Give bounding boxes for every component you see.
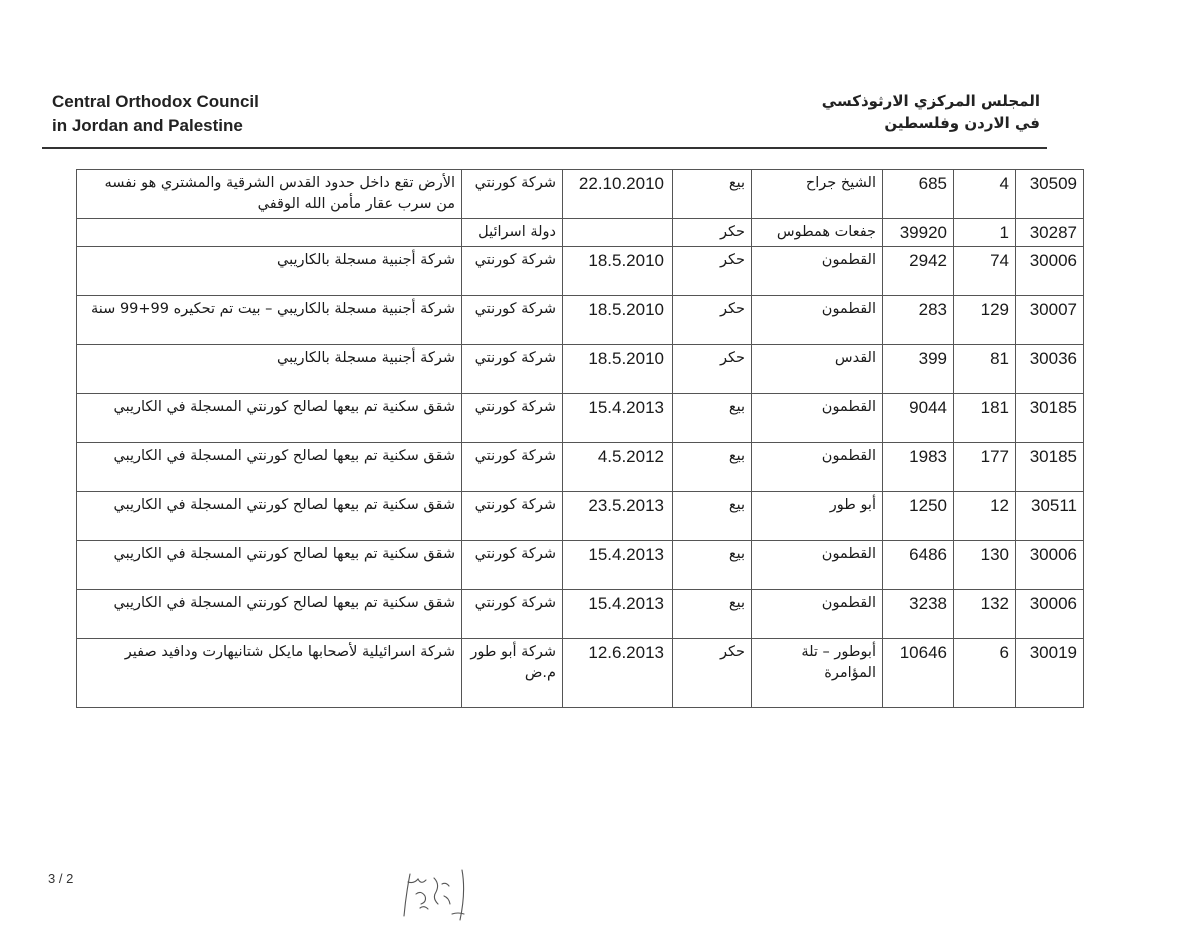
table-row	[77, 345, 1084, 394]
table-row	[77, 296, 1084, 345]
location-cell: الشيخ جراح	[752, 170, 883, 219]
block-cell: 12	[954, 492, 1016, 541]
table-row	[77, 247, 1084, 296]
location-cell: القطمون	[752, 541, 883, 590]
location-cell: القطمون	[752, 394, 883, 443]
block-cell: 1	[954, 219, 1016, 247]
buyer-cell: شركة كورنتي	[462, 170, 563, 219]
record-id-cell: 30036	[1016, 345, 1084, 394]
date-cell: 4.5.2012	[563, 443, 673, 492]
parcel-cell: 685	[883, 170, 954, 219]
record-id-cell: 30509	[1016, 170, 1084, 219]
notes-cell: شقق سكنية تم بيعها لصالح كورنتي المسجلة في الكاريبي	[77, 443, 462, 492]
block-cell: 132	[954, 590, 1016, 639]
buyer-cell: شركة كورنتي	[462, 492, 563, 541]
location-cell: القطمون	[752, 443, 883, 492]
org-name-en-line1: Central Orthodox Council	[52, 92, 259, 111]
table-row	[77, 394, 1084, 443]
block-cell: 81	[954, 345, 1016, 394]
record-id-cell: 30287	[1016, 219, 1084, 247]
buyer-cell: دولة اسرائيل	[462, 219, 563, 247]
org-name-ar-line2: في الاردن وفلسطين	[884, 114, 1040, 132]
date-cell: 23.5.2013	[563, 492, 673, 541]
org-name-en-line2: in Jordan and Palestine	[52, 116, 243, 135]
parcel-cell: 1250	[883, 492, 954, 541]
notes-cell	[77, 219, 462, 247]
transaction-type-cell: بيع	[673, 541, 752, 590]
notes-cell: شركة أجنبية مسجلة بالكاريبي	[77, 345, 462, 394]
date-cell: 15.4.2013	[563, 394, 673, 443]
record-id-cell: 30006	[1016, 247, 1084, 296]
notes-cell: الأرض تقع داخل حدود القدس الشرقية والمشتري هو نفسه من سرب عقار مأمن الله الوقفي	[77, 170, 462, 219]
buyer-cell: شركة كورنتي	[462, 541, 563, 590]
transaction-type-cell: حكر	[673, 247, 752, 296]
parcel-cell: 10646	[883, 639, 954, 708]
date-cell: 18.5.2010	[563, 247, 673, 296]
transaction-type-cell: حكر	[673, 296, 752, 345]
record-id-cell: 30007	[1016, 296, 1084, 345]
table-row	[77, 170, 1084, 219]
org-name-english	[52, 90, 259, 138]
parcel-cell: 283	[883, 296, 954, 345]
header-divider	[42, 147, 1047, 149]
record-id-cell: 30511	[1016, 492, 1084, 541]
parcel-cell: 9044	[883, 394, 954, 443]
block-cell: 4	[954, 170, 1016, 219]
record-id-cell: 30006	[1016, 590, 1084, 639]
date-cell: 22.10.2010	[563, 170, 673, 219]
page-number: 3 / 2	[48, 871, 74, 886]
buyer-cell: شركة كورنتي	[462, 590, 563, 639]
transaction-type-cell: حكر	[673, 345, 752, 394]
notes-cell: شقق سكنية تم بيعها لصالح كورنتي المسجلة في الكاريبي	[77, 541, 462, 590]
parcel-cell: 399	[883, 345, 954, 394]
location-cell: أبو طور	[752, 492, 883, 541]
parcel-cell: 1983	[883, 443, 954, 492]
org-name-ar-line1: المجلس المركزي الارثوذكسي	[821, 92, 1040, 110]
record-id-cell: 30185	[1016, 443, 1084, 492]
table-row	[77, 590, 1084, 639]
date-cell: 18.5.2010	[563, 296, 673, 345]
table-row	[77, 541, 1084, 590]
block-cell: 130	[954, 541, 1016, 590]
table-row	[77, 492, 1084, 541]
parcel-cell: 2942	[883, 247, 954, 296]
block-cell: 177	[954, 443, 1016, 492]
date-cell: 15.4.2013	[563, 541, 673, 590]
records-table	[76, 169, 1084, 708]
date-cell: 15.4.2013	[563, 590, 673, 639]
parcel-cell: 3238	[883, 590, 954, 639]
transaction-type-cell: بيع	[673, 492, 752, 541]
record-id-cell: 30019	[1016, 639, 1084, 708]
transaction-type-cell: بيع	[673, 443, 752, 492]
notes-cell: شركة اسرائيلية لأصحابها مايكل شتانيهارت ودافيد صفير	[77, 639, 462, 708]
buyer-cell: شركة كورنتي	[462, 443, 563, 492]
transaction-type-cell: حكر	[673, 219, 752, 247]
buyer-cell: شركة كورنتي	[462, 345, 563, 394]
block-cell: 6	[954, 639, 1016, 708]
notes-cell: شقق سكنية تم بيعها لصالح كورنتي المسجلة في الكاريبي	[77, 590, 462, 639]
notes-cell: شركة أجنبية مسجلة بالكاريبي – بيت تم تحكيره 99+99 سنة	[77, 296, 462, 345]
buyer-cell: شركة أبو طور م.ض	[462, 639, 563, 708]
date-cell: 12.6.2013	[563, 639, 673, 708]
parcel-cell: 6486	[883, 541, 954, 590]
block-cell: 74	[954, 247, 1016, 296]
block-cell: 129	[954, 296, 1016, 345]
date-cell: 18.5.2010	[563, 345, 673, 394]
notes-cell: شركة أجنبية مسجلة بالكاريبي	[77, 247, 462, 296]
table-row	[77, 639, 1084, 708]
records-table-body	[77, 170, 1084, 708]
buyer-cell: شركة كورنتي	[462, 394, 563, 443]
location-cell: جفعات همطوس	[752, 219, 883, 247]
buyer-cell: شركة كورنتي	[462, 247, 563, 296]
record-id-cell: 30006	[1016, 541, 1084, 590]
table-row	[77, 443, 1084, 492]
table-row	[77, 219, 1084, 247]
location-cell: القدس	[752, 345, 883, 394]
location-cell: أبوطور – تلة المؤامرة	[752, 639, 883, 708]
notes-cell: شقق سكنية تم بيعها لصالح كورنتي المسجلة في الكاريبي	[77, 394, 462, 443]
org-name-arabic	[822, 90, 1040, 134]
transaction-type-cell: بيع	[673, 394, 752, 443]
location-cell: القطمون	[752, 247, 883, 296]
buyer-cell: شركة كورنتي	[462, 296, 563, 345]
location-cell: القطمون	[752, 296, 883, 345]
transaction-type-cell: بيع	[673, 170, 752, 219]
handwritten-signature	[396, 864, 486, 924]
date-cell	[563, 219, 673, 247]
location-cell: القطمون	[752, 590, 883, 639]
parcel-cell: 39920	[883, 219, 954, 247]
notes-cell: شقق سكنية تم بيعها لصالح كورنتي المسجلة في الكاريبي	[77, 492, 462, 541]
record-id-cell: 30185	[1016, 394, 1084, 443]
transaction-type-cell: حكر	[673, 639, 752, 708]
transaction-type-cell: بيع	[673, 590, 752, 639]
block-cell: 181	[954, 394, 1016, 443]
